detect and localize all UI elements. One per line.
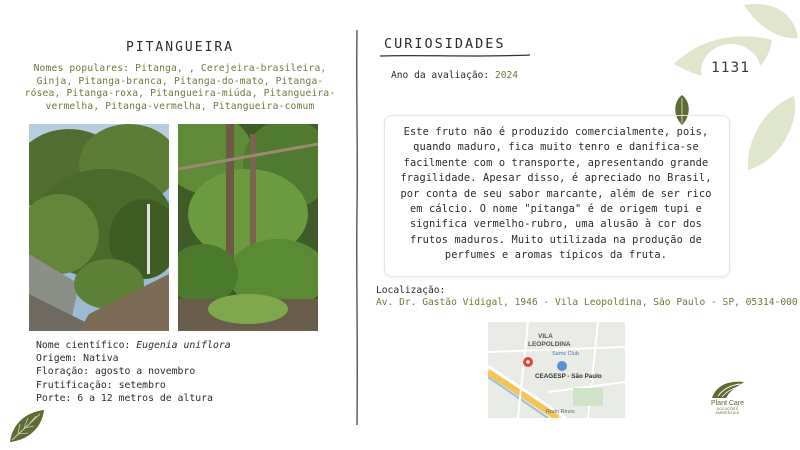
vertical-divider [352, 30, 362, 425]
plant-photo-2 [178, 124, 318, 331]
map-poi-store: Sams Club [552, 351, 579, 357]
size: Porte: 6 a 12 metros de altura [36, 392, 213, 404]
scientific-name-row [36, 339, 231, 352]
scientific-name: Eugenia uniflora [136, 340, 231, 351]
fruiting: Frutificação: setembro [36, 379, 166, 391]
location-map[interactable] [488, 322, 625, 418]
origin: Origem: Nativa [36, 353, 119, 365]
location-label: Localização: [376, 285, 446, 296]
map-street: Rodo Rinos [546, 409, 575, 415]
plant-title: PITANGUEIRA [125, 40, 235, 55]
scientific-name-label: Nome científico: [36, 340, 137, 351]
curiosities-text: Este fruto não é produzido comercialmente, pois, quando maduro, fica muito tenro e danifica-se facilmente com o transporte, apresentando grande fragilidade. Apesar disso, é apreciado no Brasil, por conta de seu sabor marcante, além de ser rico em cálcio. O nome "pitanga" é de origem tupi e significa vermelho-rubro, uma alusão à cor dos frutos maduros. Muito utilizada na produção de perfumes e aromas típicos da fruta. [400, 126, 712, 262]
map-poi-main: CEAGESP - São Paulo [535, 373, 602, 380]
brand-logo [705, 400, 750, 415]
flowering: Floração: agosto a novembro [36, 366, 196, 378]
card-number: 1131 [711, 60, 750, 76]
brand-name: Plant Care [710, 400, 745, 407]
year-label: Ano da avaliação: [391, 70, 490, 81]
popular-names: Nomes populares: Pitanga, , Cerejeira-brasileira, Ginja, Pitanga-branca, Pitanga-do-mato, Pitanga-rósea, Pitanga-roxa, Pitangueira-miúda, Pitangueira-vermelha, Pitanga-vermelha, Pitangueira-comum [24, 63, 336, 112]
evaluation-year [391, 70, 518, 81]
brand-logo-icon [710, 378, 746, 400]
plant-photo-1 [29, 124, 169, 331]
curiosities-title: CURIOSIDADES [384, 36, 506, 52]
leaf-icon-bottom-left [6, 406, 46, 446]
map-district-2: LEOPOLDINA [528, 341, 571, 348]
map-district-1: VILA [538, 333, 553, 340]
title-underline [380, 53, 530, 59]
plant-info [36, 339, 231, 405]
location-address: Av. Dr. Gastão Vidigal, 1946 - Vila Leopoldina, São Paulo - SP, 05314-000 [376, 297, 798, 308]
brand-tagline: SOLUÇÕES AMBIENTAIS [715, 407, 740, 415]
year-value: 2024 [494, 70, 519, 81]
